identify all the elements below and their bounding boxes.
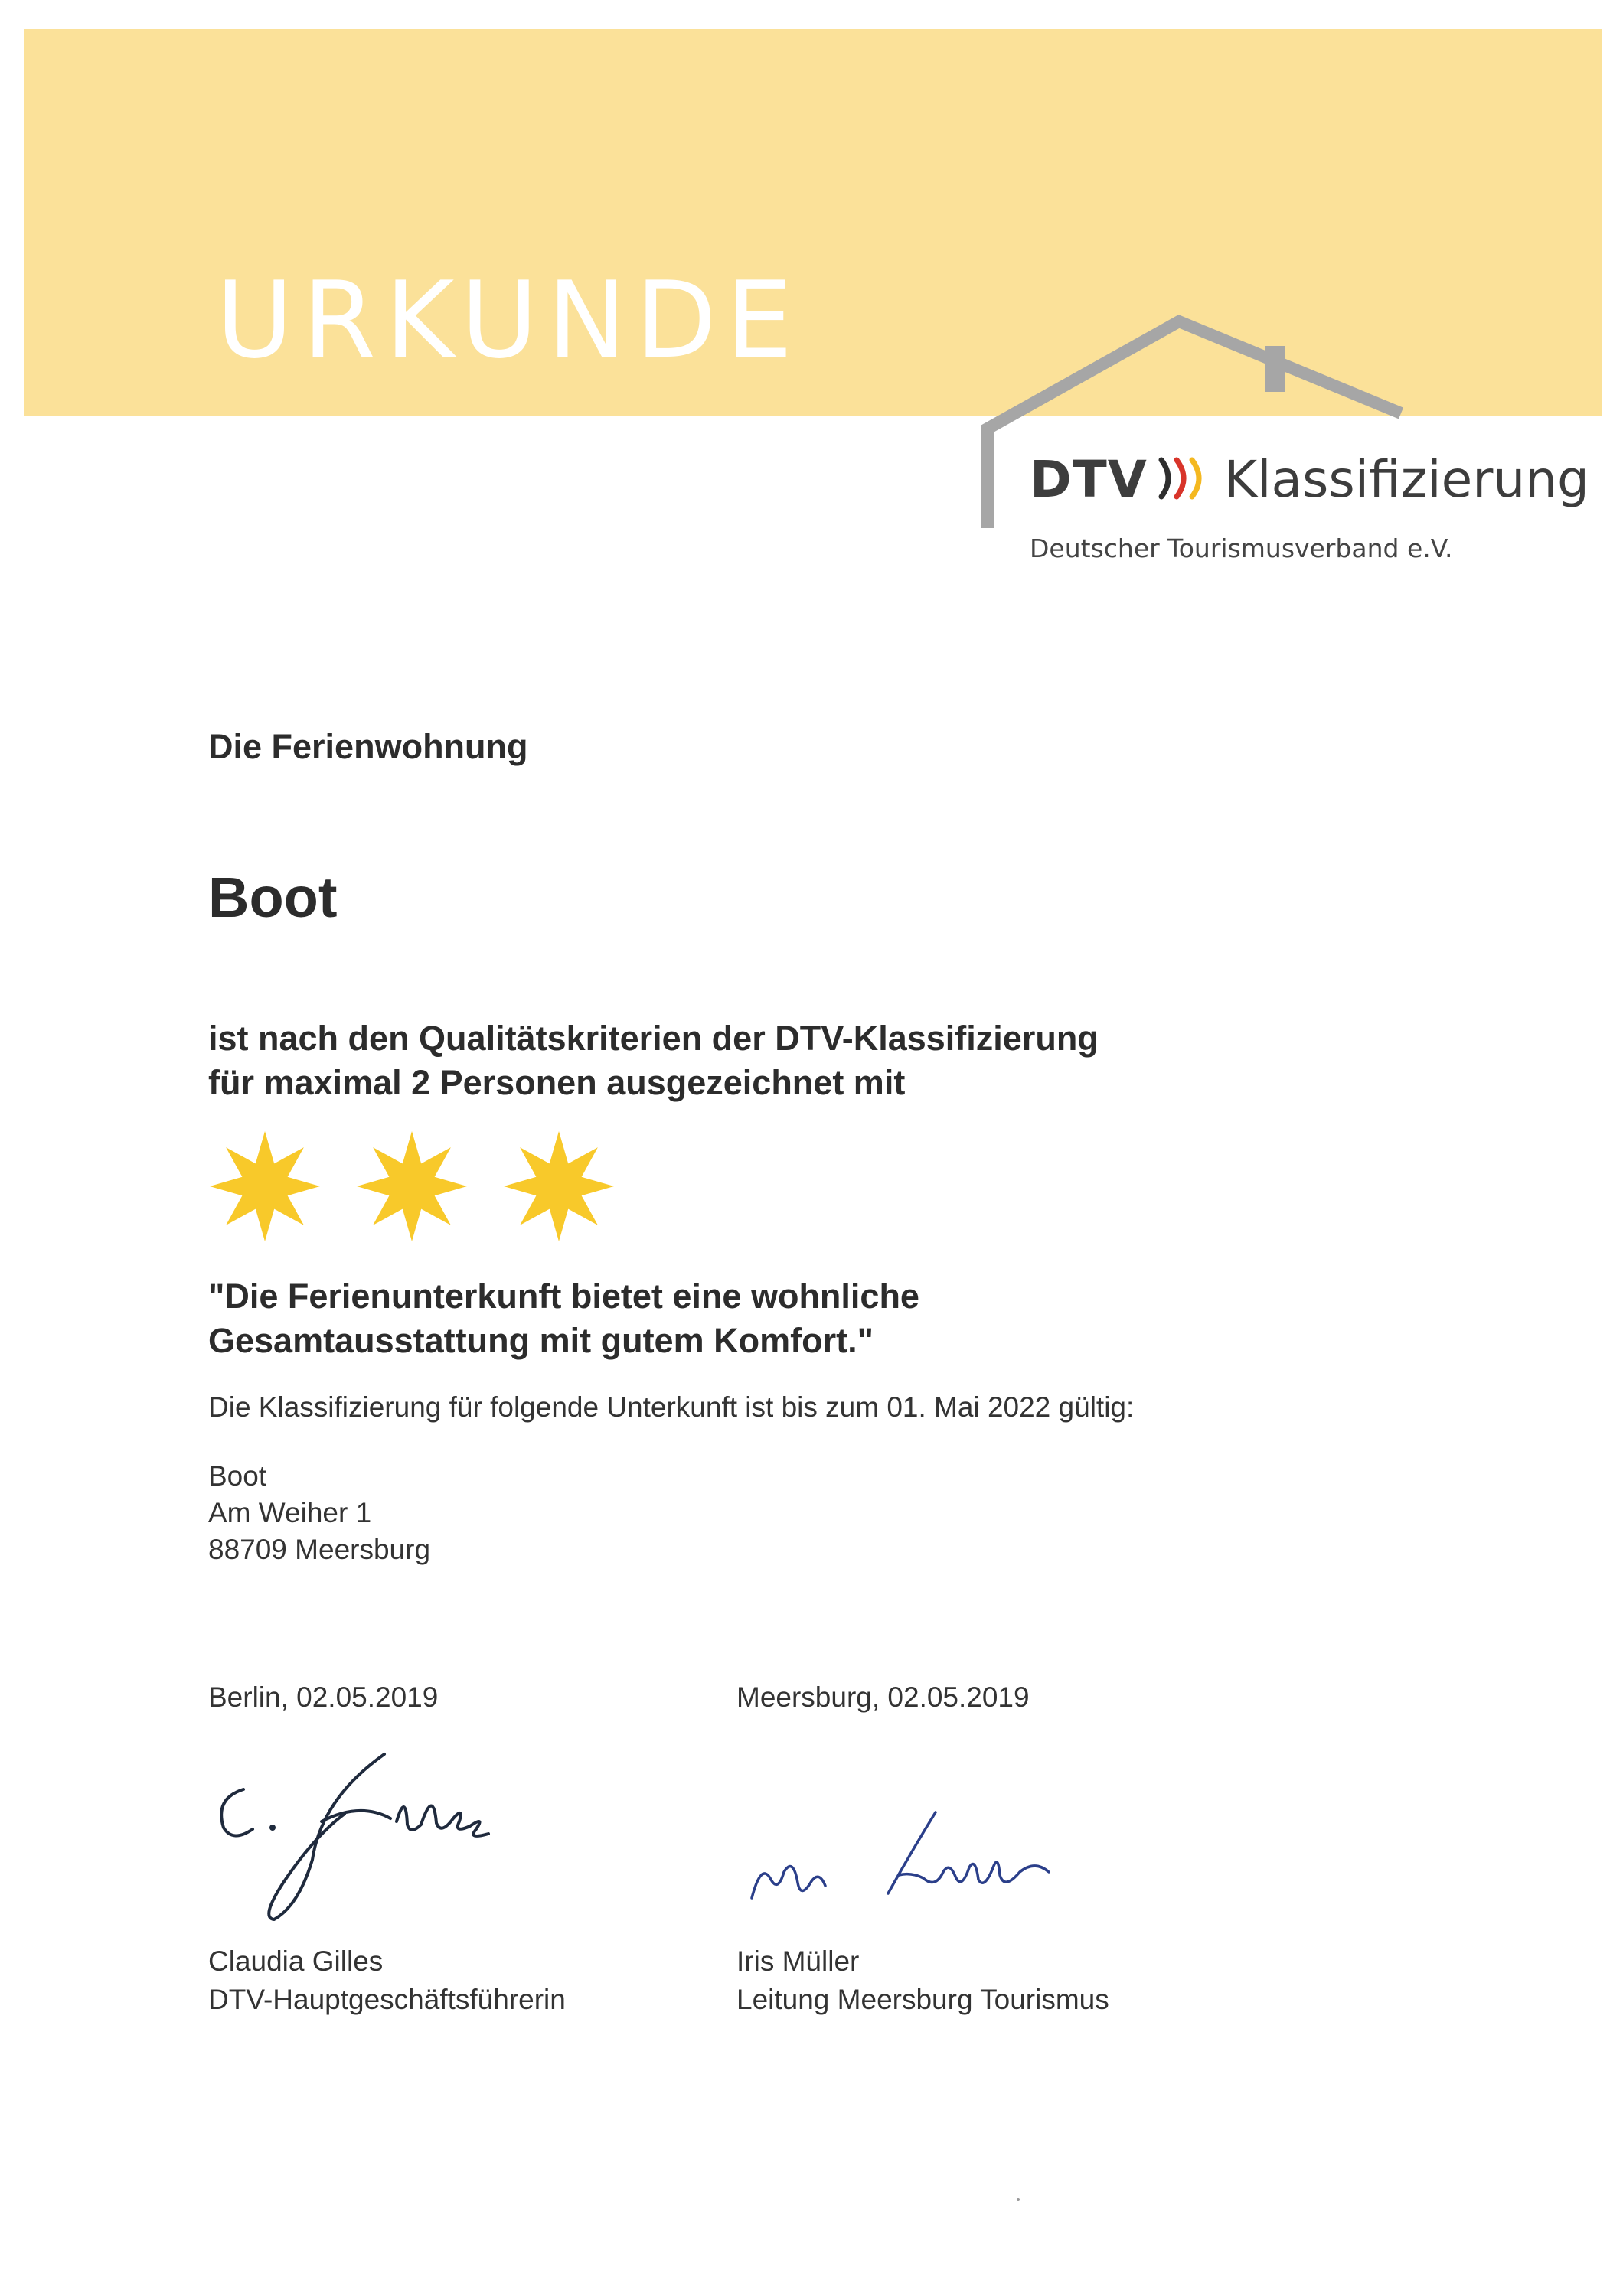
signer-mueller <box>736 1942 1109 2019</box>
logo-name: Klassifizierung <box>1223 450 1589 509</box>
property-type: Die Ferienwohnung <box>208 727 528 766</box>
signature-mueller <box>752 1812 1049 1898</box>
criteria-text <box>208 1016 1099 1105</box>
certificate-title: URKUNDE <box>216 259 802 382</box>
address-block <box>208 1458 430 1568</box>
quote-line-1: "Die Ferienunterkunft bietet eine wohnliche <box>208 1277 919 1316</box>
chevrons-icon <box>1158 453 1209 512</box>
logo-brand: DTV <box>1030 450 1148 509</box>
signer-name: Iris Müller <box>736 1945 860 1977</box>
rating-quote <box>208 1274 919 1363</box>
address-line: Am Weiher 1 <box>208 1497 372 1528</box>
criteria-line-1: ist nach den Qualitätskriterien der DTV-Klassifizierung <box>208 1019 1099 1058</box>
criteria-line-2: für maximal 2 Personen ausgezeichnet mit <box>208 1063 906 1102</box>
signer-role: DTV-Hauptgeschäftsführerin <box>208 1984 566 2015</box>
validity-text: Die Klassifizierung für folgende Unterkunft ist bis zum 01. Mai 2022 gültig: <box>208 1391 1135 1423</box>
address-line: 88709 Meersburg <box>208 1534 431 1565</box>
star-icon <box>210 1131 320 1241</box>
quote-line-2: Gesamtausstattung mit gutem Komfort." <box>208 1321 874 1360</box>
place-date-meersburg: Meersburg, 02.05.2019 <box>736 1681 1030 1713</box>
signature-gilles <box>207 1745 574 1929</box>
signer-gilles <box>208 1942 566 2019</box>
signer-name: Claudia Gilles <box>208 1945 384 1977</box>
signer-role: Leitung Meersburg Tourismus <box>736 1984 1109 2015</box>
star-icon <box>504 1131 614 1241</box>
address-line: Boot <box>208 1460 267 1492</box>
place-date-berlin: Berlin, 02.05.2019 <box>208 1681 439 1713</box>
property-name: Boot <box>208 866 338 929</box>
dtv-logo <box>1030 450 1589 512</box>
star-icon <box>357 1131 467 1241</box>
scan-speck <box>1017 2198 1020 2201</box>
star-rating <box>205 1127 634 1245</box>
logo-subtitle: Deutscher Tourismusverband e.V. <box>1030 533 1453 563</box>
